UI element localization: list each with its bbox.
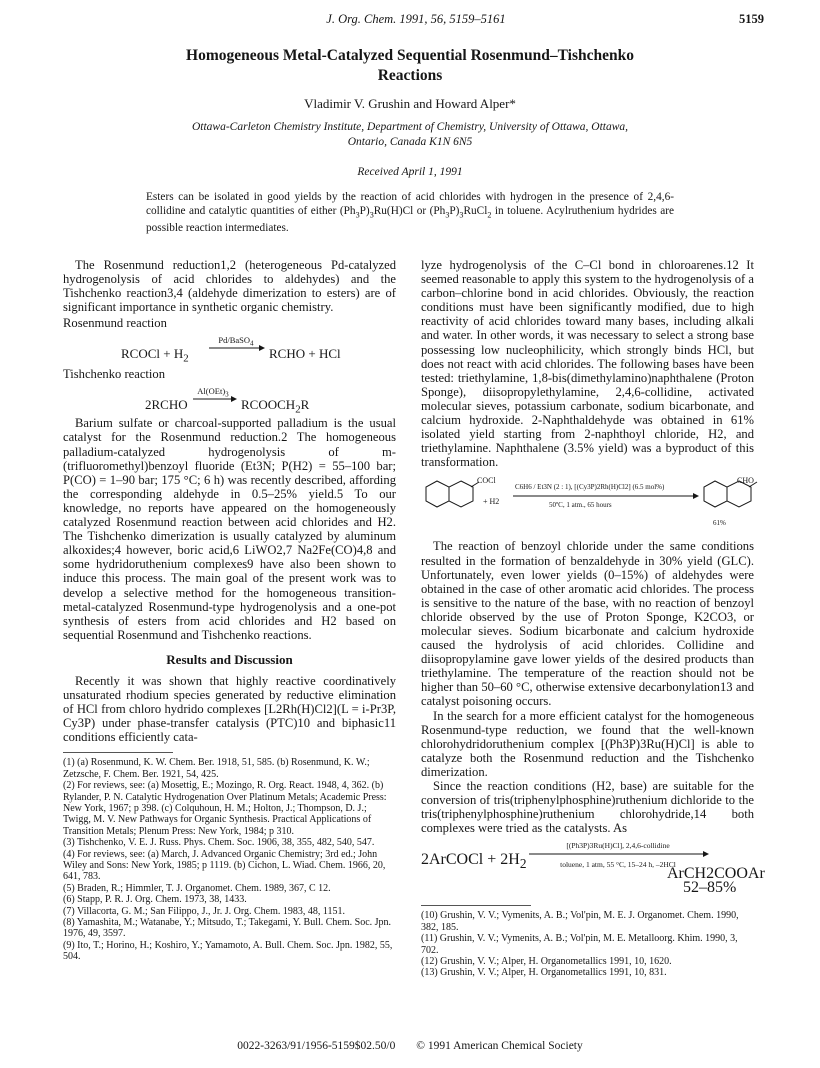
body-paragraph: Since the reaction conditions (H2, base) are suitable for the conversion of tris(triphenylphosphine)ruthenium dichloride to the tris(triphenylphosphine)ruthenium chlorohydride,14 both complexes were tried as the catalysts. As: [421, 779, 754, 836]
equation-products: RCHO + HCl: [269, 346, 341, 362]
footnote: (11) Grushin, V. V.; Vymenits, A. B.; Vol'pin, M. E. Metalloorg. Khim. 1990, 3, 702.: [421, 933, 738, 956]
scheme-conditions: C6H6 / Et3N (2 : 1), [(Cy3P)2Rh(H)Cl2] (6.5 mol%): [515, 483, 665, 492]
equation-catalyst: [(Ph3P)3Ru(H)Cl], 2,4,6-collidine: [566, 841, 670, 851]
abstract-text: P): [359, 204, 370, 217]
rosenmund-label: Rosenmund reaction: [63, 316, 167, 331]
scheme-yield: 61%: [713, 519, 726, 528]
tishchenko-equation: [63, 386, 396, 416]
naphthalene-structure-icon: [425, 479, 481, 513]
equation-reactants: 2ArCOCl + $2H_2$: [421, 851, 527, 872]
equation-products: $RCOOCH_2R$: [241, 397, 310, 416]
affiliation: [120, 120, 700, 150]
equation-catalyst: Pd/BaSO$_4$: [218, 335, 254, 349]
equation-catalyst: $Al(OEt)_3$: [197, 386, 229, 400]
title-line-2: Reactions: [377, 67, 443, 84]
section-heading: Results and Discussion: [166, 651, 293, 667]
footnote: (13) Grushin, V. V.; Alper, H. Organometallics 1991, 10, 831.: [421, 967, 667, 979]
right-column: [421, 258, 765, 979]
footnote: (7) Villacorta, G. M.; San Filippo, J., Jr. J. Org. Chem. 1983, 48, 1151.: [63, 905, 345, 917]
running-header: [68, 12, 764, 30]
abstract-text: P): [449, 204, 460, 217]
footnotes-right: [421, 910, 754, 978]
footnote: (12) Grushin, V. V.; Alper, H. Organometallics 1991, 10, 1620.: [421, 956, 672, 967]
body-paragraph: Recently it was shown that highly reactive coordinatively unsaturated rhodium species generated by reductive elimination of HCl from chloro hydrido complexes [L2Rh(H)Cl2](L = i-Pr3P, Cy3P) under phase-transfer catalysis (PTC)10 and biphasic11 conditions efficiently cata-: [63, 673, 396, 745]
reaction-arrow-icon: [529, 850, 709, 858]
footnote: (8) Yamashita, M.; Watanabe, Y.; Mitsudo, T.; Takegami, Y. Bull. Chem. Soc. Jpn. 1976, 49, 3597.: [63, 917, 392, 940]
reaction-scheme: [421, 475, 754, 535]
reaction-arrow-icon: [193, 395, 237, 403]
acyl-chloride-group: COCl: [477, 476, 496, 486]
body-paragraph: Barium sulfate or charcoal-supported palladium is the usual catalyst for the Rosenmund reduction.2 The homogeneous palladium-catalyzed hydrogenolysis of m-(trifluoromethyl)benzoyl fluoride (Et3N; P(H2) = 55–100 bar; P(CO) = 1–90 bar; 175 °C; 6 h) was recently described, affording the corresponding aldehyde in 0.5–25% yield.5 To our knowledge, no reports have appeared on the homogeneously catalyzed Rosenmund reaction between acid chlorides and H2. The Tishchenko dimerization is usually catalyzed by aluminum alkoxides;4 however, boric acid,6 LiWO2,7 Na2Fe(CO)4,8 and some hydridoruthenium complexes9 have also been shown to induce this process. The main goal of the present work was to develop a selective method for the homogeneous transition-metal-catalyzed Rosenmund-type hydrogenolysis and a one-pot synthesis of esters from acid chlorides and H2 based on sequential Rosenmund and Tishchenko reactions.: [63, 416, 396, 642]
page-footer: [0, 1040, 820, 1052]
abstract-text: Esters can be isolated in good yields by the reaction of acid chlorides with hydrogen in the presence of 2,4,6-collidine and catalytic quantities of either (Ph: [146, 191, 674, 217]
footnote: (1) (a) Rosenmund, K. W. Chem. Ber. 1918, 51, 585. (b) Rosenmund, K. W.; Zetzsche, F. Chem. Ber. 1921, 54, 425.: [63, 757, 370, 780]
intro-paragraph: The Rosenmund reduction1,2 (heterogeneous Pd-catalyzed hydrogenolysis of acid chlorides to aldehydes) and the Tishchenko reaction3,4 (aldehyde dimerization to esters) are of significant importance in synthetic organic chemistry.: [63, 258, 396, 315]
footnote: (10) Grushin, V. V.; Vymenits, A. B.; Vol'pin, M. E. J. Organomet. Chem. 1990, 382, 185.: [421, 910, 739, 933]
received-date: Received April 1, 1991: [357, 166, 463, 178]
page-number: 5159: [739, 12, 764, 26]
equation-reactants: 2RCHO: [145, 397, 188, 413]
body-paragraph: lyze hydrogenolysis of the C–Cl bond in chloroarenes.12 It seemed reasonable to apply this system to the hydrogenolysis of a carbon–chlorine bond in acid chlorides. Obviously, the reaction conditions must have been significantly modified, due to high reactivity of acid chlorides toward many bases, including alkali and water. In other words, it was necessary to select a strong base possessing low nucleophilicity, which strongly binds HCl, but does not react with acid chlorides. The following bases have been tested: triethylamine, 1,8-bis(dimethylamino)naphthalene (Proton Sponge), diisopropylethylamine, 2,4,6-collidine, activated molecular sieves, potassium carbonate, sodium bicarbonate, and calcium hydroxide. 2-Naphthaldehyde was obtained in 61% isolated yield starting from 2-naphthoyl chloride, H2, and triethylamine. Naphthalene (3.5% yield) was a byproduct of this transformation.: [421, 258, 754, 470]
subscript: 3: [459, 210, 464, 220]
affiliation-line-2: Ontario, Canada K1N 6N5: [347, 136, 473, 148]
footnote: (9) Ito, T.; Horino, H.; Koshiro, Y.; Yamamoto, A. Bull. Chem. Soc. Jpn. 1982, 55, 504.: [63, 939, 393, 963]
sequential-reaction-equation: [421, 839, 765, 897]
footnote-divider: [421, 905, 531, 906]
abstract: [146, 191, 674, 236]
footnotes-left: [63, 757, 396, 962]
abstract-text: in toluene. Acylruthenium hydrides are possible reaction intermediates.: [146, 204, 675, 234]
footnote: (5) Braden, R.; Himmler, T. J. Organomet. Chem. 1989, 367, C 12.: [63, 882, 331, 894]
aldehyde-group: CHO: [737, 476, 754, 486]
reaction-arrow-icon: [209, 344, 265, 352]
body-paragraph: The reaction of benzoyl chloride under the same conditions resulted in the formation of benzaldehyde in 30% yield (GLC). Unfortunately, even lower yields (0–15%) of aldehydes were obtained in the case of other aromatic acid chlorides. The process is sensitive to the nature of the base, with no reaction of benzoyl chloride observed by the use of Proton Sponge, K2CO3, or molecular sieves. Sodium bicarbonate and calcium hydroxide caused the hydrolysis of acid chlorides. Collidine and diisopropylamine gave lower yields of the desired products than triethylamine. The temperature of the reaction should not be higher than 50–60 °C, otherwise extensive decarbonylation13 and catalyst poisoning occurs.: [421, 539, 754, 709]
title-line-1: Homogeneous Metal-Catalyzed Sequential Rosenmund–Tishchenko: [186, 47, 634, 64]
affiliation-line-1: Ottawa-Carleton Chemistry Institute, Department of Chemistry, University of Ottawa, Ottawa,: [191, 121, 629, 133]
equation-yield: 52–85%: [683, 879, 737, 897]
subscript: 3: [369, 210, 374, 220]
subscript: 3: [355, 210, 360, 220]
equation-conditions: toluene, 1 atm, 55 °C, 15–24 h, –2HCl: [560, 860, 676, 870]
tishchenko-label: Tishchenko reaction: [63, 367, 166, 382]
subscript: 2: [487, 210, 492, 220]
hydrogen-reagent: + H2: [483, 497, 500, 507]
abstract-text: RuCl: [463, 204, 488, 217]
copyright: © 1991 American Chemical Society: [416, 1040, 583, 1052]
scheme-conditions: 50ºC, 1 atm., 65 hours: [549, 501, 612, 510]
article-code: 0022-3263/91/1956-5159$02.50/0: [237, 1040, 396, 1052]
footnote: (3) Tishchenko, V. E. J. Russ. Phys. Chem. Soc. 1906, 38, 355, 482, 540, 547.: [63, 837, 375, 849]
footnote-divider: [63, 752, 173, 753]
journal-reference: J. Org. Chem. 1991, 56, 5159–5161: [326, 12, 506, 26]
equation-products: ArCH2COOAr: [667, 865, 765, 883]
author-line: Vladimir V. Grushin and Howard Alper*: [304, 96, 516, 111]
body-paragraph: In the search for a more efficient catalyst for the homogeneous Rosenmund-type reduction, we found that the well-known chlorohydridoruthenium complex [(Ph3P)3Ru(H)Cl] is able to catalyze both the Rosenmund reduction and the Tishchenko dimerization.: [421, 708, 754, 779]
article-title: [150, 46, 670, 86]
equation-reactants: RCOCl + $H_2$: [121, 346, 189, 365]
footnote: (6) Stapp, P. R. J. Org. Chem. 1973, 38, 1433.: [63, 894, 247, 906]
abstract-text: Ru(H)Cl or (Ph: [373, 204, 446, 217]
reaction-arrow-icon: [513, 492, 699, 500]
footnote: (4) For reviews, see: (a) March, J. Advanced Organic Chemistry; 3rd ed.; John Wiley and Sons: New York, 1985; p 1119. (b) Cichon, L. Wiad. Chem. 1966, 20, 641, 783.: [63, 848, 386, 883]
rosenmund-equation: [63, 335, 396, 365]
footnote: (2) For reviews, see: (a) Mosettig, E.; Mozingo, R. Org. React. 1948, 4, 362. (b) Rylander, P. N. Catalytic Hydrogenation Over Platinum Metals; Academic Press: New York, 1967; p 398. (c) Colquhoun, H. M.; Holton, J.; Thompson, D. J.; Twigg, M. V. New Pathways for Organic Synthesis. Practical Applications of Transition Metals; Plenum Press: New York, 1984; p 310.: [63, 780, 387, 837]
subscript: 3: [445, 210, 450, 220]
left-column: [63, 258, 396, 963]
